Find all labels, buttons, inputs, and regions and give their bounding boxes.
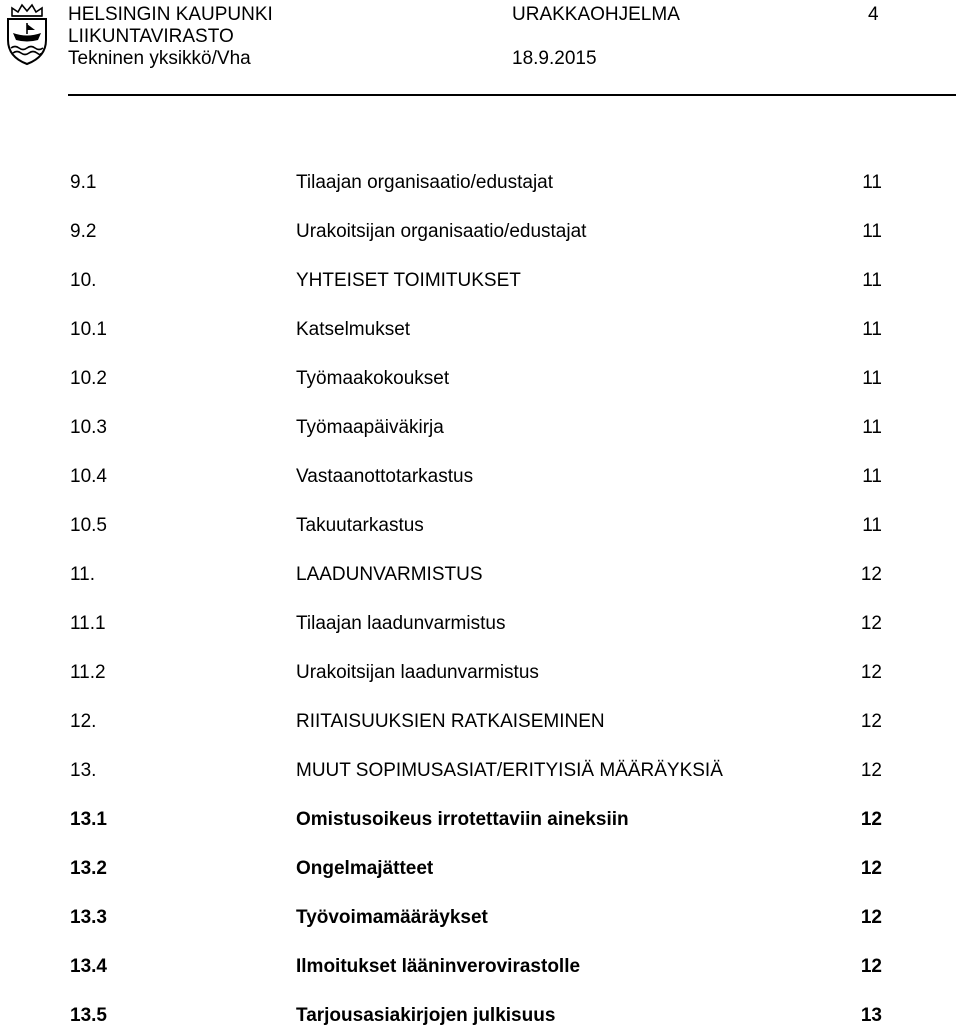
toc-entry [0,217,960,247]
toc-entry-number: 13.1 [70,809,107,830]
page-number: 4 [868,4,879,25]
toc-entry-title: Tarjousasiakirjojen julkisuus [296,1005,556,1026]
toc-entry-page: 12 [860,858,882,879]
toc-entry-page: 11 [862,466,882,487]
toc-entry-page: 11 [862,221,882,242]
toc-entry [0,854,960,884]
toc-entry-title: Urakoitsijan organisaatio/edustajat [296,221,587,242]
toc-entry [0,707,960,737]
toc-entry [0,609,960,639]
toc-entry-number: 13.3 [70,907,107,928]
toc-entry [0,511,960,541]
toc-entry-title: Urakoitsijan laadunvarmistus [296,662,539,683]
toc-entry-number: 10.5 [70,515,107,536]
toc-entry [0,903,960,933]
toc-entry-title: Ongelmajätteet [296,858,434,879]
toc-entry [0,364,960,394]
toc-entry [0,805,960,835]
toc-entry-number: 9.2 [70,221,97,242]
toc-entry-number: 10.1 [70,319,107,340]
toc-entry-title: RIITAISUUKSIEN RATKAISEMINEN [296,711,605,732]
toc-entry-number: 12. [70,711,97,732]
toc-entry-number: 11.2 [70,662,106,683]
toc-entry-number: 11. [70,564,96,585]
toc-entry-title: Vastaanottotarkastus [296,466,474,487]
department-name: LIIKUNTAVIRASTO [68,26,234,47]
toc-entry-title: Työmaapäiväkirja [296,417,444,438]
toc-entry [0,413,960,443]
toc-entry-title: Tilaajan organisaatio/edustajat [296,172,554,193]
document-date: 18.9.2015 [512,48,597,69]
toc-entry [0,1001,960,1031]
toc-entry-number: 10. [70,270,97,291]
toc-entry-page: 11 [862,270,882,291]
toc-entry-page: 11 [862,319,882,340]
toc-entry [0,756,960,786]
document-title: URAKKAOHJELMA [512,4,680,25]
toc-entry-number: 13.2 [70,858,107,879]
toc-entry-page: 13 [860,1005,882,1026]
toc-entry [0,560,960,590]
toc-entry-page: 12 [860,662,882,683]
toc-entry-number: 10.3 [70,417,107,438]
toc-entry-page: 12 [860,711,882,732]
toc-entry-number: 13.4 [70,956,107,977]
toc-entry-title: Katselmukset [296,319,411,340]
toc-entry-title: MUUT SOPIMUSASIAT/ERITYISIÄ MÄÄRÄYKSIÄ [296,760,723,781]
toc-entry-title: Ilmoitukset lääninverovirastolle [296,956,581,977]
toc-entry-page: 11 [862,515,882,536]
toc-entry [0,266,960,296]
toc-entry-number: 13.5 [70,1005,107,1026]
toc-entry-title: Omistusoikeus irrotettaviin aineksiin [296,809,629,830]
toc-entry-number: 13. [70,760,97,781]
toc-entry-page: 12 [860,613,882,634]
toc-entry-title: Työmaakokoukset [296,368,450,389]
toc-entry-number: 10.2 [70,368,107,389]
toc-entry-page: 11 [862,417,882,438]
toc-entry-title: LAADUNVARMISTUS [296,564,483,585]
toc-entry [0,315,960,345]
toc-entry-page: 12 [860,809,882,830]
toc-entry [0,462,960,492]
toc-entry-page: 12 [860,956,882,977]
toc-entry-page: 12 [860,564,882,585]
toc-entry-page: 11 [862,368,882,389]
toc-entry-title: Takuutarkastus [296,515,424,536]
toc-entry-page: 12 [860,760,882,781]
toc-entry-title: Tilaajan laadunvarmistus [296,613,506,634]
toc-entry-number: 11.1 [70,613,106,634]
unit-name: Tekninen yksikkö/Vha [68,48,251,69]
toc-entry-page: 12 [860,907,882,928]
toc-entry-title: Työvoimamääräykset [296,907,488,928]
toc-entry [0,168,960,198]
toc-entry-number: 10.4 [70,466,107,487]
toc-entry [0,658,960,688]
toc-entry-page: 11 [862,172,882,193]
toc-entry [0,952,960,982]
toc-entry-title: YHTEISET TOIMITUKSET [296,270,521,291]
organization-name: HELSINGIN KAUPUNKI [68,4,273,25]
toc-entry-number: 9.1 [70,172,97,193]
